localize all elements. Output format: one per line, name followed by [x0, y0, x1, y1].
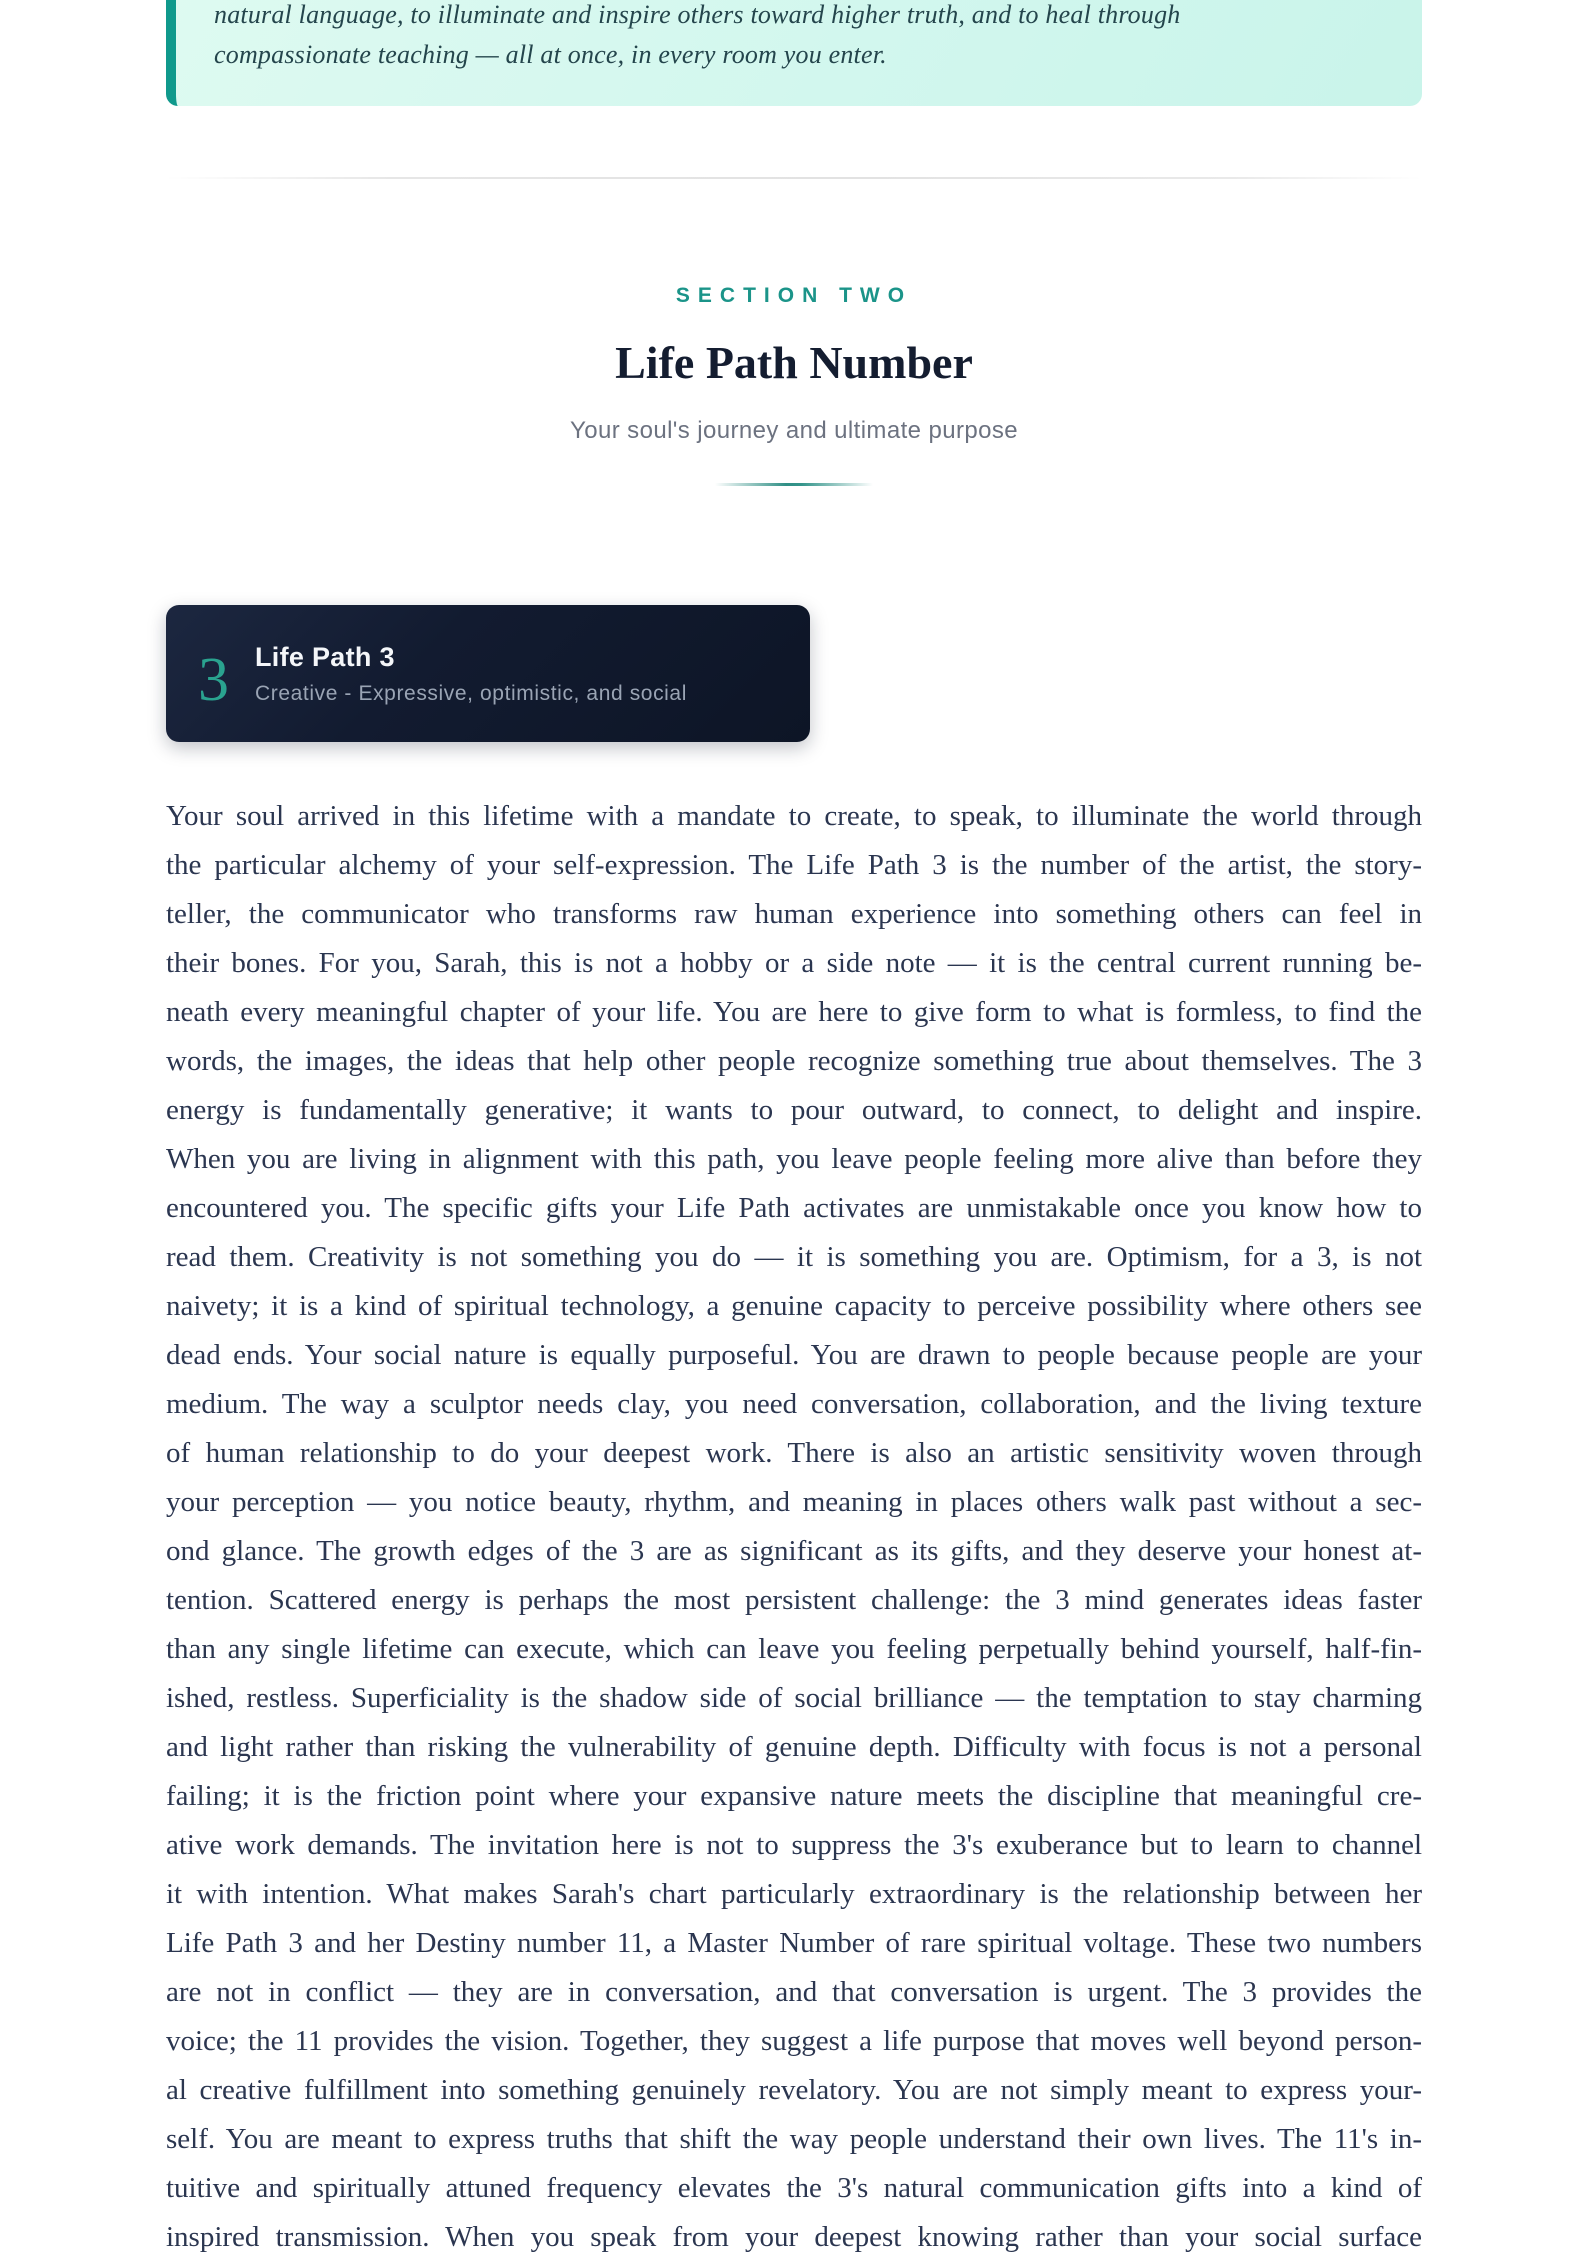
body-line: self. You are meant to express truths that shift the way people understand their own lives. The 11's in- — [166, 2123, 1422, 2155]
body-line: ished, restless. Superficiality is the shadow side of social brilliance — the temptation to stay charming — [166, 1682, 1422, 1714]
section-divider — [166, 177, 1422, 179]
body-line: energy is fundamentally generative; it wants to pour outward, to connect, to delight and inspire. — [166, 1094, 1422, 1126]
body-line: read them. Creativity is not something you do — it is something you are. Optimism, for a 3, is not — [166, 1241, 1422, 1273]
body-line: voice; the 11 provides the vision. Together, they suggest a life purpose that moves well beyond person- — [166, 2025, 1422, 2057]
accent-divider — [715, 483, 873, 486]
body-line: When you are living in alignment with this path, you leave people feeling more alive than before they — [166, 1143, 1422, 1175]
page-subtitle: Your soul's journey and ultimate purpose — [570, 417, 1018, 444]
body-line: your perception — you notice beauty, rhythm, and meaning in places others walk past without a sec- — [166, 1486, 1422, 1518]
body-line: medium. The way a sculptor needs clay, you need conversation, collaboration, and the living texture — [166, 1388, 1422, 1420]
body-line: encountered you. The specific gifts your Life Path activates are unmistakable once you know how to — [166, 1192, 1422, 1224]
body-line: Life Path 3 and her Destiny number 11, a Master Number of rare spiritual voltage. These two numbers — [166, 1927, 1422, 1959]
body-paragraph — [166, 792, 1422, 2262]
quote-line: natural language, to illuminate and inspire others toward higher truth, and to heal through — [214, 0, 1181, 29]
body-line: it with intention. What makes Sarah's chart particularly extraordinary is the relationship between her — [166, 1878, 1422, 1910]
body-line: tention. Scattered energy is perhaps the most persistent challenge: the 3 mind generates ideas faster — [166, 1584, 1422, 1616]
body-line: tuitive and spiritually attuned frequency elevates the 3's natural communication gifts into a kind of — [166, 2172, 1422, 2204]
body-line: than any single lifetime can execute, which can leave you feeling perpetually behind yourself, half-fin- — [166, 1633, 1422, 1665]
body-line: ond glance. The growth edges of the 3 are as significant as its gifts, and they deserve your honest at- — [166, 1535, 1422, 1567]
body-line: are not in conflict — they are in conversation, and that conversation is urgent. The 3 provides the — [166, 1976, 1422, 2008]
life-path-card-title: Life Path 3 — [255, 641, 395, 672]
life-path-card-subtitle: Creative - Expressive, optimistic, and social — [255, 681, 687, 705]
page-title: Life Path Number — [615, 337, 973, 388]
body-line: al creative fulfillment into something genuinely revelatory. You are not simply meant to express your- — [166, 2074, 1422, 2106]
body-line: neath every meaningful chapter of your life. You are here to give form to what is formless, to find the — [166, 996, 1422, 1028]
body-line: words, the images, the ideas that help other people recognize something true about themselves. The 3 — [166, 1045, 1422, 1077]
body-line: and light rather than risking the vulnerability of genuine depth. Difficulty with focus is not a personal — [166, 1731, 1422, 1763]
body-line: dead ends. Your social nature is equally purposeful. You are drawn to people because people are your — [166, 1339, 1422, 1371]
life-path-number-badge: 3 — [198, 645, 229, 714]
life-path-card — [166, 605, 810, 742]
body-line: inspired transmission. When you speak from your deepest knowing rather than your social surface — [166, 2221, 1422, 2253]
body-line: naivety; it is a kind of spiritual technology, a genuine capacity to perceive possibility where others see — [166, 1290, 1422, 1322]
body-line: ative work demands. The invitation here is not to suppress the 3's exuberance but to learn to channel — [166, 1829, 1422, 1861]
body-line: failing; it is the friction point where your expansive nature meets the discipline that meaningful cre- — [166, 1780, 1422, 1812]
body-line: their bones. For you, Sarah, this is not a hobby or a side note — it is the central current running be- — [166, 947, 1422, 979]
quote-block — [166, 0, 1422, 106]
quote-line: compassionate teaching — all at once, in every room you enter. — [214, 40, 887, 69]
body-line: Your soul arrived in this lifetime with a mandate to create, to speak, to illuminate the world through — [166, 800, 1422, 832]
life-path-card-text — [255, 642, 687, 706]
section-kicker: SECTION TWO — [675, 284, 913, 307]
body-line: the particular alchemy of your self-expression. The Life Path 3 is the number of the artist, the story- — [166, 849, 1422, 881]
body-line: teller, the communicator who transforms raw human experience into something others can feel in — [166, 898, 1422, 930]
body-line: of human relationship to do your deepest work. There is also an artistic sensitivity woven through — [166, 1437, 1422, 1469]
